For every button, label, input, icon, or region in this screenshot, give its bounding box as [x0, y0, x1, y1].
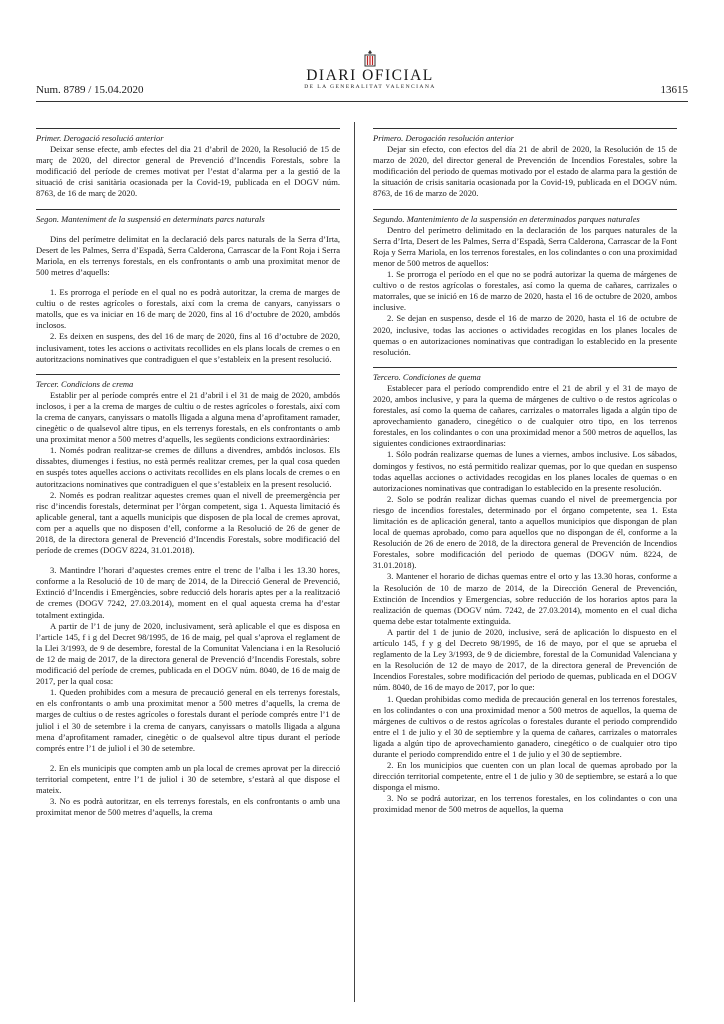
- paragraph: 2. Solo se podrán realizar dichas quemas cuando el nivel de preemergencia por riesgo de incendios forestales, determinado por el órgano competente, sea 1. Esta limitación es de aplicación general, tanto a aquellos municipios que dispongan de plan local de quemas aprobado, como para aquellos que no dispongan de él, conforme a la Resolución de 26 de enero de 2018, de la directora general de Prevención de Incendios Forestales, sobre modificación del periodo de quemas (DOGV núm. 8224, de 31.01.2018).: [373, 493, 677, 571]
- issue-number: Num. 8789 / 15.04.2020: [36, 84, 144, 96]
- paragraph: Dentro del perímetro delimitado en la declaración de los parques naturales de la Serra d’Irta, Desert de les Palmes, Serra d’Espadà, Serra Calderona, Carrascar de la Font Roja y Serra Mariola, en los terrenos forestales, en los colindantes o con una proximidad menor de 500 metros de aquellos:: [373, 224, 677, 268]
- section-heading: Segundo. Mantenimiento de la suspensión en determinados parques naturales: [373, 213, 640, 224]
- paragraph: 1. Només podran realitzar-se cremes de dilluns a divendres, ambdós inclosos. Els dissabtes, diumenges i festius, no està permés realitzar cremes, per la qual cosa queden en suspés totes aquelles accions o activitats recollides en els plans locals de cremes o en autoritzacions nominatives que contradiguen el que s’estableix en la present resolució.: [36, 445, 340, 489]
- paragraph: Establecer para el período comprendido entre el 21 de abril y el 31 de mayo de 2020, ambos inclusive, y para la quema de márgenes de cultivo o de restos agrícolas o forestales, así como la quema de cañares, carrizales o matorrales ligada a algún tipo de aprovechamiento ganadero, cinegético o de cualquier otro tipo, en los terrenos forestales, en los colindantes o con una proximidad menor a 500 metros de aquellos, las siguientes condiciones extraordinarias:: [373, 382, 677, 449]
- logo-title: DIARI OFICIAL: [306, 67, 434, 84]
- publication-logo: [300, 50, 440, 100]
- paragraph: 2. Es deixen en suspens, des del 16 de març de 2020, fins al 16 d’octubre de 2020, inclusivament, totes les accions o activitats recollides en els plans locals de cremes o en autoritzacions nominatives que contradiguen el que s’estableix en la present resolució.: [36, 331, 340, 364]
- paragraph: Deixar sense efecte, amb efectes del dia 21 d’abril de 2020, la Resolució de 15 de març de 2020, del director general de Prevenció d’Incendis Forestals, sobre la modificació del període de cremes motivat per l’estat d’alarma per a la gestió de la situació de crisi sanitària ocasionada per la Covid-19, publicada en el DOGV núm. 8763, de 16 de març de 2020.: [36, 144, 340, 199]
- section-heading: Tercero. Condiciones de quema: [373, 371, 481, 382]
- section-heading: Primero. Derogación resolución anterior: [373, 133, 515, 143]
- page-number: 13615: [660, 84, 688, 96]
- section-heading: Segon. Manteniment de la suspensió en determinats parcs naturals: [36, 213, 265, 224]
- section-heading: Tercer. Condicions de crema: [36, 378, 134, 389]
- right-column: [373, 124, 677, 1014]
- paragraph: 3. No es podrà autoritzar, en els terrenys forestals, en els confrontants o amb una proximitat menor de 500 metres d’aquells, la crema: [36, 796, 340, 818]
- paragraph: 1. Es prorroga el període en el qual no es podrà autoritzar, la crema de marges de cultiu o de restes agrícoles o forestals, així com la crema de canyars, canyissars o matolls, que es va iniciar en 16 de març de 2020, fins al 16 d’octubre de 2020, ambdós inclosos.: [36, 287, 340, 331]
- paragraph: 3. No se podrá autorizar, en los terrenos forestales, en los colindantes o con una proximidad menor de 500 metros de aquellos, la quema: [373, 793, 677, 815]
- paragraph: 2. En els municipis que compten amb un pla local de cremes aprovat per la direcció territorial competent, entre l’1 de juliol i 30 de setembre, s’estarà al que dispose el mateix.: [36, 762, 340, 795]
- paragraph: 2. Se dejan en suspenso, desde el 16 de marzo de 2020, hasta el 16 de octubre de 2020, inclusive, todas las acciones o actividades recogidas en los planes locales de quemas o en autorizaciones nominativas que contradigan lo establecido en la presente resolución.: [373, 313, 677, 357]
- paragraph: Establir per al període comprés entre el 21 d’abril i el 31 de maig de 2020, ambdós inclosos, i per a la crema de marges de cultiu o de restes agrícoles o forestals, així com la crema de canyars, canyissars o matolls lligada a alguna mena d’aprofitament ramader, cinegètic o de qualsevol altre tipus, en els terrenys forestals, en els confrontants o amb una proximitat menor a 500 metres d’aquells, les següents condicions extraordinàries:: [36, 389, 340, 445]
- paragraph: 2. En los municipios que cuenten con un plan local de quemas aprobado por la dirección territorial competente, entre el 1 de julio y 30 de septiembre, se estará a lo que disponga el mismo.: [373, 760, 677, 793]
- paragraph: Dejar sin efecto, con efectos del día 21 de abril de 2020, la Resolución de 15 de marzo de 2020, del director general de Prevención de Incendios Forestales, sobre la modificación del periodo de quemas motivado por el estado de alarma para la gestión de la situación de crisis sanitaria ocasionada por la Covid-19, publicada en el DOGV núm. 8763, de 16 de marzo de 2020.: [373, 144, 677, 199]
- section-heading: Primer. Derogació resolució anterior: [36, 133, 164, 143]
- paragraph: A partir de l’1 de juny de 2020, inclusivament, serà aplicable el que es disposa en l’article 145, f i g del Decret 98/1995, de 16 de maig, pel qual s’aprova el reglament de la Llei 3/1993, de 9 de desembre, forestal de la Comunitat Valenciana i en la Resolució de 12 de maig de 2017, de la directora general de Prevenció d’Incendis Forestals, sobre modificació del període de cremes, publicada en el DOGV núm. 8040, de 16 de maig de 2017, per la qual cosa:: [36, 620, 340, 687]
- left-column: [36, 124, 340, 1014]
- paragraph: A partir del 1 de junio de 2020, inclusive, será de aplicación lo dispuesto en el artículo 145, f y g del Decreto 98/1995, de 16 de mayo, por el que se aprueba el reglamento de la Ley 3/1993, de 9 de diciembre, forestal de la Comunidad Valenciana y en la Resolución de 12 de mayo de 2017, de la directora general de Prevención de Incendios Forestales, sobre modificación del periodo de quemas, publicada en el DOGV núm. 8040, de 16 de mayo de 2017, por lo que:: [373, 626, 677, 693]
- paragraph: 3. Mantindre l’horari d’aquestes cremes entre el trenc de l’alba i les 13.30 hores, conforme a la Resolució de 10 de març de 2014, de la Direcció General de Prevenció, Extinció d’Incendis i Emergències, sobre reducció dels horaris aptes per a la realització de cremes (DOGV 7242, 27.03.2014), moment en el qual aquesta crema ha d’estar totalment extingida.: [36, 565, 340, 620]
- paragraph: 1. Se prorroga el período en el que no se podrá autorizar la quema de márgenes de cultivo o de restos agrícolas o forestales, así como la quema de cañares, carrizales o matorrales, que se inició en 16 de marzo de 2020, hasta el 16 de octubre de 2020, ambos inclusive.: [373, 269, 677, 313]
- paragraph: 3. Mantener el horario de dichas quemas entre el orto y las 13.30 horas, conforme a la Resolución de 10 de marzo de 2014, de la Dirección General de Prevención, Extinción de Incendios y Emergencias, sobre reducción de los horarios aptos para la realización de quemas (DOGV núm. 7242, de 27.03.2014), momento en el cual dicha quema debe estar totalmente extinguida.: [373, 571, 677, 626]
- paragraph: 2. Només es podran realitzar aquestes cremes quan el nivell de preemergència per risc d’incendis forestals, determinat per l’òrgan competent, siga 1. Aquesta limitació és aplicable general, tant a aquells municipis que disposen de pla local de cremes aprovat, com per a aquells que no disposen d’ell, conforme a la Resolució de 26 de gener de 2018, de la directora general de Prevenció d’Incendis Forestals, sobre modificació del període de cremes (DOGV 8224, 31.01.2018).: [36, 489, 340, 556]
- header-rule: [36, 101, 688, 102]
- paragraph: 1. Queden prohibides com a mesura de precaució general en els terrenys forestals, en els confrontants o amb una proximitat menor a 500 metres d’aquells, la crema de marges de cultius o de restes agrícoles o forestals durant el període comprés entre l’1 de juliol i el 30 de setembre i la crema de canyars, canyissars o matolls lligada a alguna mena d’aprofitament ramader, cinegètic o de qualsevol altre tipus durant el període comprés entre l’1 de juliol i el 30 de setembre.: [36, 687, 340, 753]
- paragraph: 1. Quedan prohibidas como medida de precaución general en los terrenos forestales, en los colindantes o con una proximidad menor a 500 metros de aquellos, la quema de márgenes de cultivos o de restos agrícolas o forestales durante el periodo comprendido entre el 1 de julio y el 30 de septiembre y la quema de cañares, carrizales o matorrales ligada a algún tipo de aprovechamiento ganadero, cinegético o de cualquier otro tipo durante el periodo comprendido entre el 1 de julio y el 30 de septiembre.: [373, 693, 677, 759]
- paragraph: Dins del perímetre delimitat en la declaració dels parcs naturals de la Serra d’Irta, Desert de les Palmes, Serra d’Espadà, Serra Calderona, Carrascar de la Font Roja i Serra Mariola, en els terrenys forestals, en els confrontants o amb una proximitat menor de 500 metres d’aquells:: [36, 233, 340, 277]
- paragraph: 1. Sólo podrán realizarse quemas de lunes a viernes, ambos inclusive. Los sábados, domingos y festivos, no está permitido realizar quemas, por lo que quedan en suspenso todas aquellas acciones o actividades recogidas en los planes locales de quemas o en autorizaciones nominativas que contradigan lo establecido en la presente resolución.: [373, 449, 677, 493]
- generalitat-crest-icon: [363, 50, 377, 68]
- column-divider: [354, 122, 355, 1002]
- logo-subtitle: DE LA GENERALITAT VALENCIANA: [304, 84, 436, 90]
